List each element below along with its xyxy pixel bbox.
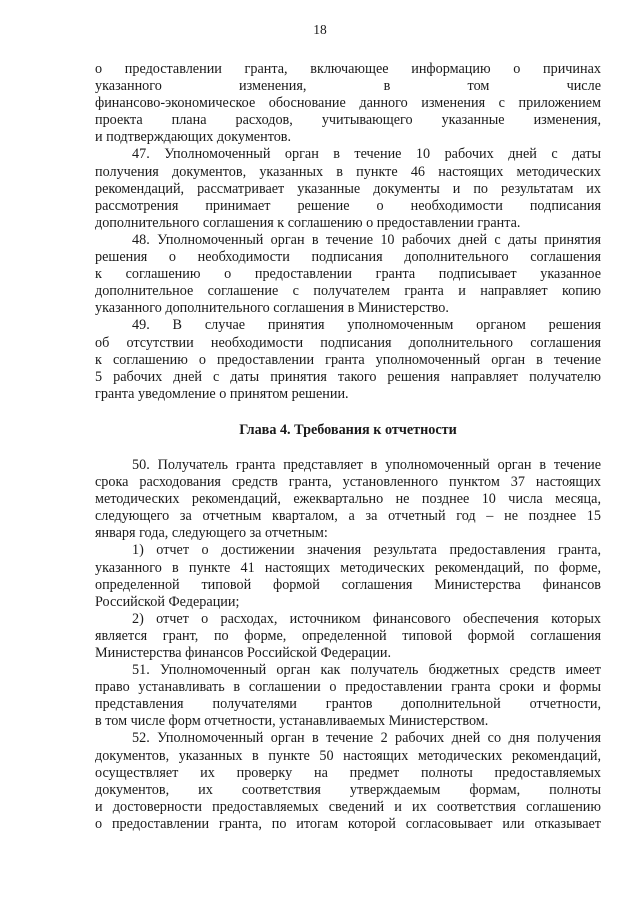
text-line: решения о необходимости подписания дополнительного соглашения (95, 249, 601, 266)
text-line: к соглашению о предоставлении гранта уполномоченный орган в течение (95, 351, 601, 368)
text-line: Российской Федерации; (95, 593, 240, 610)
text-line: в том числе форм отчетности, устанавливаемых Министерством. (95, 713, 489, 730)
paragraph-50-item-1 (95, 542, 601, 610)
text-line: об отсутствии необходимости подписания дополнительного соглашения (95, 334, 601, 351)
text-line: к соглашению о предоставлении гранта подписывает указанное (95, 266, 601, 283)
text-line: проекта плана расходов, учитывающего указанные изменения, (95, 112, 601, 129)
text-line: дополнительное соглашение с получателем гранта и направляет копию (95, 283, 601, 300)
text-line: о предоставлении гранта, включающее информацию о причинах (95, 61, 601, 77)
paragraph-51 (95, 662, 601, 730)
text-line: 49. В случае принятия уполномоченным органом решения (132, 317, 601, 334)
text-line: рассмотрения принимает решение о необходимости подписания (95, 197, 601, 214)
text-line: и подтверждающих документов. (95, 129, 292, 146)
document-body (95, 61, 601, 833)
text-line: гранта уведомление о принятом решении. (95, 385, 349, 402)
text-line: получения документов, указанных в пункте 46 настоящих методических (95, 163, 601, 180)
text-line: документов, их соответствия утверждаемым формам, полноты (95, 781, 601, 798)
text-line: 48. Уполномоченный орган в течение 10 рабочих дней с даты принятия (132, 231, 601, 248)
text-line: указанного дополнительного соглашения в Министерство. (95, 300, 449, 317)
chapter-heading: Глава 4. Требования к отчетности (239, 421, 457, 438)
paragraph-50-item-2 (95, 611, 601, 662)
text-line: 2) отчет о расходах, источником финансового обеспечения которых (132, 610, 601, 627)
text-line: указанного в пункте 41 настоящих методических рекомендаций, по форме, (95, 559, 601, 576)
text-line: 50. Получатель гранта представляет в уполномоченный орган в течение (132, 456, 601, 473)
text-line: определенной типовой формой соглашения Министерства финансов (95, 576, 601, 593)
paragraph-52 (95, 730, 601, 833)
paragraph-intro (95, 61, 601, 146)
text-line: Министерства финансов Российской Федерации. (95, 645, 392, 661)
paragraph-49 (95, 317, 601, 402)
text-line: является грант, по форме, определенной типовой формой соглашения (95, 627, 601, 644)
text-line: указанного изменения, в том числе (95, 78, 601, 95)
text-line: срока расходования средств гранта, установленного пунктом 37 настоящих (95, 474, 601, 491)
text-line: методических рекомендаций, ежеквартально не позднее 10 числа месяца, (95, 491, 601, 508)
text-line: осуществляет их проверку на предмет полноты предоставляемых (95, 764, 601, 781)
text-line: документов, указанных в пункте 50 настоящих методических рекомендаций, (95, 747, 601, 764)
page-number: 18 (313, 22, 327, 37)
text-line: 47. Уполномоченный орган в течение 10 рабочих дней с даты (132, 146, 601, 163)
paragraph-47 (95, 146, 601, 231)
text-line: 52. Уполномоченный орган в течение 2 рабочих дней со дня получения (132, 730, 601, 747)
text-line: представления получателями грантов дополнительной отчетности, (95, 696, 601, 713)
paragraph-50 (95, 457, 601, 542)
text-line: 5 рабочих дней с даты принятия такого решения направляет получателю (95, 368, 601, 385)
paragraph-48 (95, 232, 601, 317)
text-line: 1) отчет о достижении значения результата предоставления гранта, (132, 542, 601, 559)
text-line: право устанавливать в соглашении о предоставлении гранта сроки и формы (95, 679, 601, 696)
text-line: следующего за отчетным кварталом, а за отчетный год – не позднее 15 (95, 508, 601, 525)
text-line: рекомендаций, рассматривает указанные документы и по результатам их (95, 180, 601, 197)
text-line: января года, следующего за отчетным: (95, 525, 328, 542)
text-line: финансово-экономическое обоснование данного изменения с приложением (95, 95, 601, 112)
text-line: о предоставлении гранта, по итогам которой согласовывает или отказывает (95, 815, 601, 832)
text-line: и достоверности предоставляемых сведений и их соответствия соглашению (95, 798, 601, 815)
text-line: 51. Уполномоченный орган как получатель бюджетных средств имеет (132, 662, 601, 679)
text-line: дополнительного соглашения к соглашению о предоставлении гранта. (95, 214, 521, 231)
